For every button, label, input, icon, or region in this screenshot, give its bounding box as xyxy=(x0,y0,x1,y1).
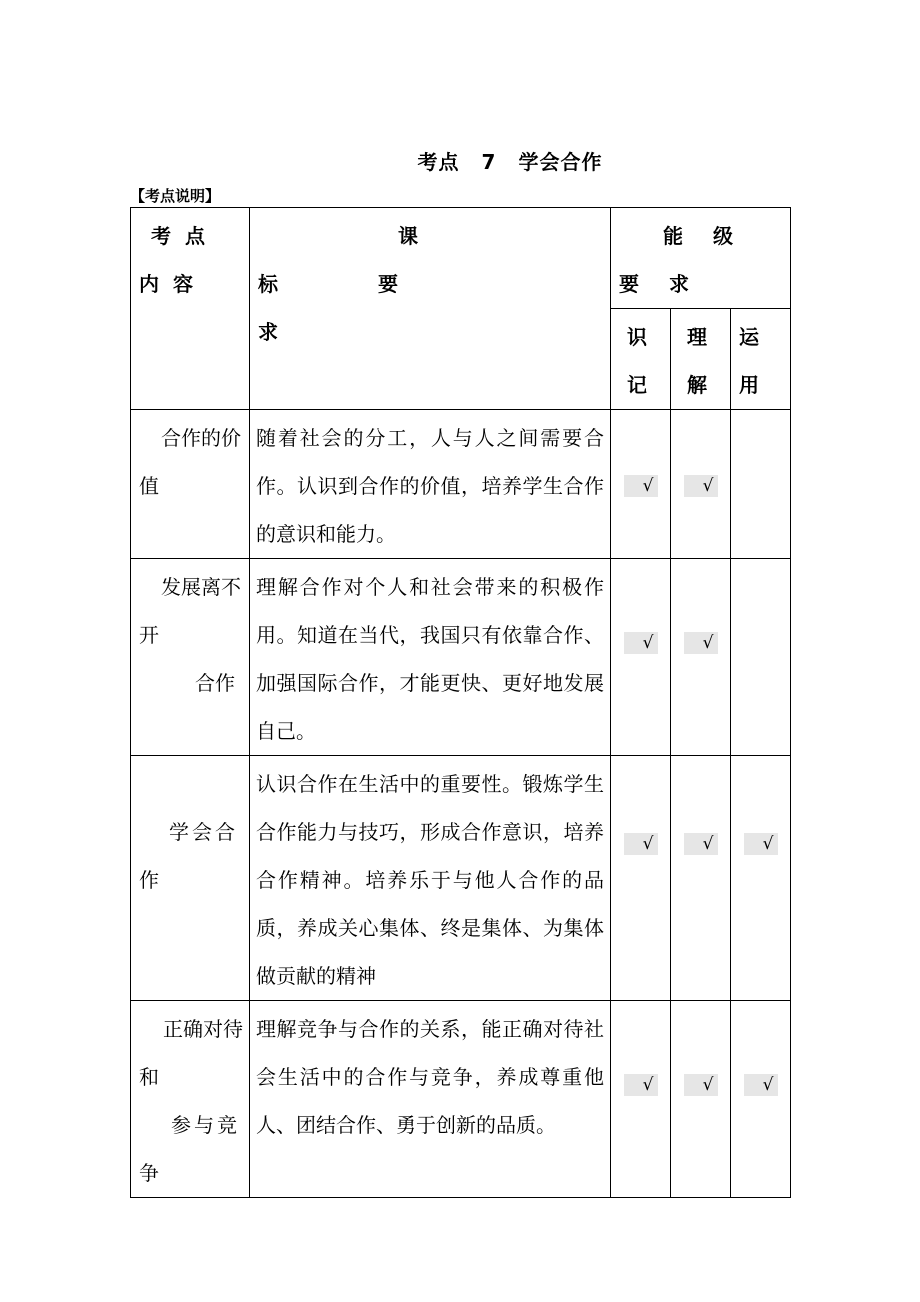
topic-cell xyxy=(131,559,250,756)
topic-line: 作 xyxy=(139,868,159,892)
check-mark: √ xyxy=(744,833,778,855)
section-label: 【考点说明】 xyxy=(130,187,221,205)
check-mark: √ xyxy=(684,833,718,855)
check-mark: √ xyxy=(624,1074,658,1096)
header-standard xyxy=(250,208,611,410)
check-cell xyxy=(671,559,731,756)
topic-line: 合作 xyxy=(195,671,235,695)
requirement-cell: 理解竞争与合作的关系，能正确对待社会生活中的合作与竞争，养成尊重他人、团结合作、勇于创新的品质。 xyxy=(250,1001,611,1198)
check-cell xyxy=(731,410,791,559)
topic-cell xyxy=(131,410,250,559)
check-cell xyxy=(611,559,671,756)
header-level-apply-text: 运用 xyxy=(739,325,759,397)
topic-line: 和 xyxy=(139,1065,159,1089)
topic-line: 合作的价 xyxy=(161,426,241,450)
check-cell xyxy=(611,756,671,1001)
check-cell xyxy=(731,756,791,1001)
check-mark: √ xyxy=(624,833,658,855)
header-level-apply xyxy=(731,309,791,410)
check-mark: √ xyxy=(684,1074,718,1096)
header-content-text: 考点内容 xyxy=(139,224,219,296)
topic-cell xyxy=(131,756,250,1001)
header-level-understand xyxy=(671,309,731,410)
check-mark: √ xyxy=(684,632,718,654)
title-name: 学会合作 xyxy=(518,150,603,174)
check-mark: √ xyxy=(624,475,658,497)
check-cell xyxy=(611,410,671,559)
topic-line: 正确对待 xyxy=(163,1017,243,1041)
check-cell xyxy=(671,410,731,559)
header-level xyxy=(611,208,791,309)
header-level-text: 能级要求 xyxy=(619,224,763,296)
header-level-understand-text: 理解 xyxy=(687,325,707,397)
check-cell xyxy=(671,756,731,1001)
header-level-memorize-text: 识记 xyxy=(627,325,647,397)
title-prefix: 考点 xyxy=(417,150,460,174)
check-cell xyxy=(671,1001,731,1198)
table-row xyxy=(131,559,791,756)
check-cell xyxy=(731,559,791,756)
header-standard-text: 课标要求 xyxy=(258,224,518,344)
topic-line: 参与竞 xyxy=(171,1113,240,1137)
requirement-cell: 理解合作对个人和社会带来的积极作用。知道在当代，我国只有依靠合作、加强国际合作，才能更快、更好地发展自己。 xyxy=(250,559,611,756)
syllabus-table xyxy=(130,207,791,1198)
check-mark: √ xyxy=(684,475,718,497)
header-level-memorize xyxy=(611,309,671,410)
check-mark: √ xyxy=(744,1074,778,1096)
title-number: 7 xyxy=(481,150,497,174)
requirement-cell: 认识合作在生活中的重要性。锻炼学生合作能力与技巧，形成合作意识，培养合作精神。培养乐于与他人合作的品质，养成关心集体、终是集体、为集体做贡献的精神 xyxy=(250,756,611,1001)
check-cell xyxy=(611,1001,671,1198)
topic-line: 开 xyxy=(139,623,159,647)
check-mark: √ xyxy=(624,632,658,654)
table-row xyxy=(131,410,791,559)
topic-cell xyxy=(131,1001,250,1198)
topic-line: 发展离不 xyxy=(161,575,241,599)
table-row xyxy=(131,1001,791,1198)
table-row xyxy=(131,756,791,1001)
topic-line: 学会合 xyxy=(169,820,238,844)
header-content xyxy=(131,208,250,410)
topic-line: 值 xyxy=(139,474,159,498)
page-title xyxy=(0,146,920,175)
check-cell xyxy=(731,1001,791,1198)
topic-line: 争 xyxy=(139,1161,159,1185)
requirement-cell: 随着社会的分工，人与人之间需要合作。认识到合作的价值，培养学生合作的意识和能力。 xyxy=(250,410,611,559)
